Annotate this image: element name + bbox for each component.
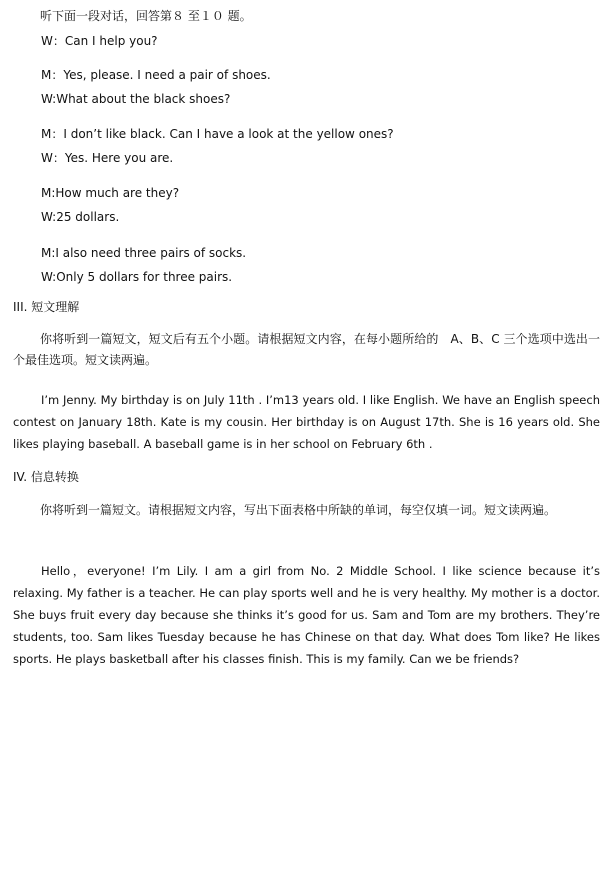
dialogue-line-9: W:Only 5 dollars for three pairs. [41, 270, 233, 284]
dialogue-line-6: M:How much are they? [41, 186, 180, 200]
dialogue-line-3: W:What about the black shoes? [41, 92, 231, 106]
section-3-instruction: 你将听到一篇短文，短文后有五个小题。请根据短文内容，在每小题所给的 A、B、C 三个选项中选出一个最佳选项。短文读两遍。 [13, 332, 600, 367]
section-4-heading: IV. 信息转换 [13, 470, 79, 484]
dialogue-line-7: W:25 dollars. [41, 210, 120, 224]
dialogue-intro: 听下面一段对话，回答第８ 至１０ 题。 [40, 9, 252, 23]
dialogue-line-5: W：Yes. Here you are. [41, 151, 174, 165]
section-3-passage: I’m Jenny. My birthday is on July 11th . I’m13 years old. I like English. We have an English speech contest on January 18th. Kate is my cousin. Her birthday is on August 17th. She is 16 years old. She likes playing baseball. A baseball game is in her school on February 6th . [13, 393, 600, 451]
section-4-instruction: 你将听到一篇短文。请根据短文内容，写出下面表格中所缺的单词，每空仅填一词。短文读两遍。 [40, 503, 557, 517]
dialogue-line-4: M：I don’t like black. Can I have a look at the yellow ones? [41, 127, 394, 141]
dialogue-line-2: M：Yes, please. I need a pair of shoes. [41, 68, 271, 82]
section-3-heading: III. 短文理解 [13, 300, 80, 314]
section-4-passage: Hello，everyone! I’m Lily. I am a girl from No. 2 Middle School. I like science because it’s relaxing. My father is a teacher. He can play sports well and he is very healthy. My mother is a doctor. She buys fruit every day because she thinks it’s good for us. Sam and Tom are my brothers. They’re students, too. Sam likes Tuesday because he has Chinese on that day. What does Tom like? He likes sports. He plays basketball after his classes finish. This is my family. Can we be friends? [13, 564, 600, 666]
dialogue-line-8: M:I also need three pairs of socks. [41, 246, 247, 260]
dialogue-line-1: W：Can I help you? [41, 34, 158, 48]
